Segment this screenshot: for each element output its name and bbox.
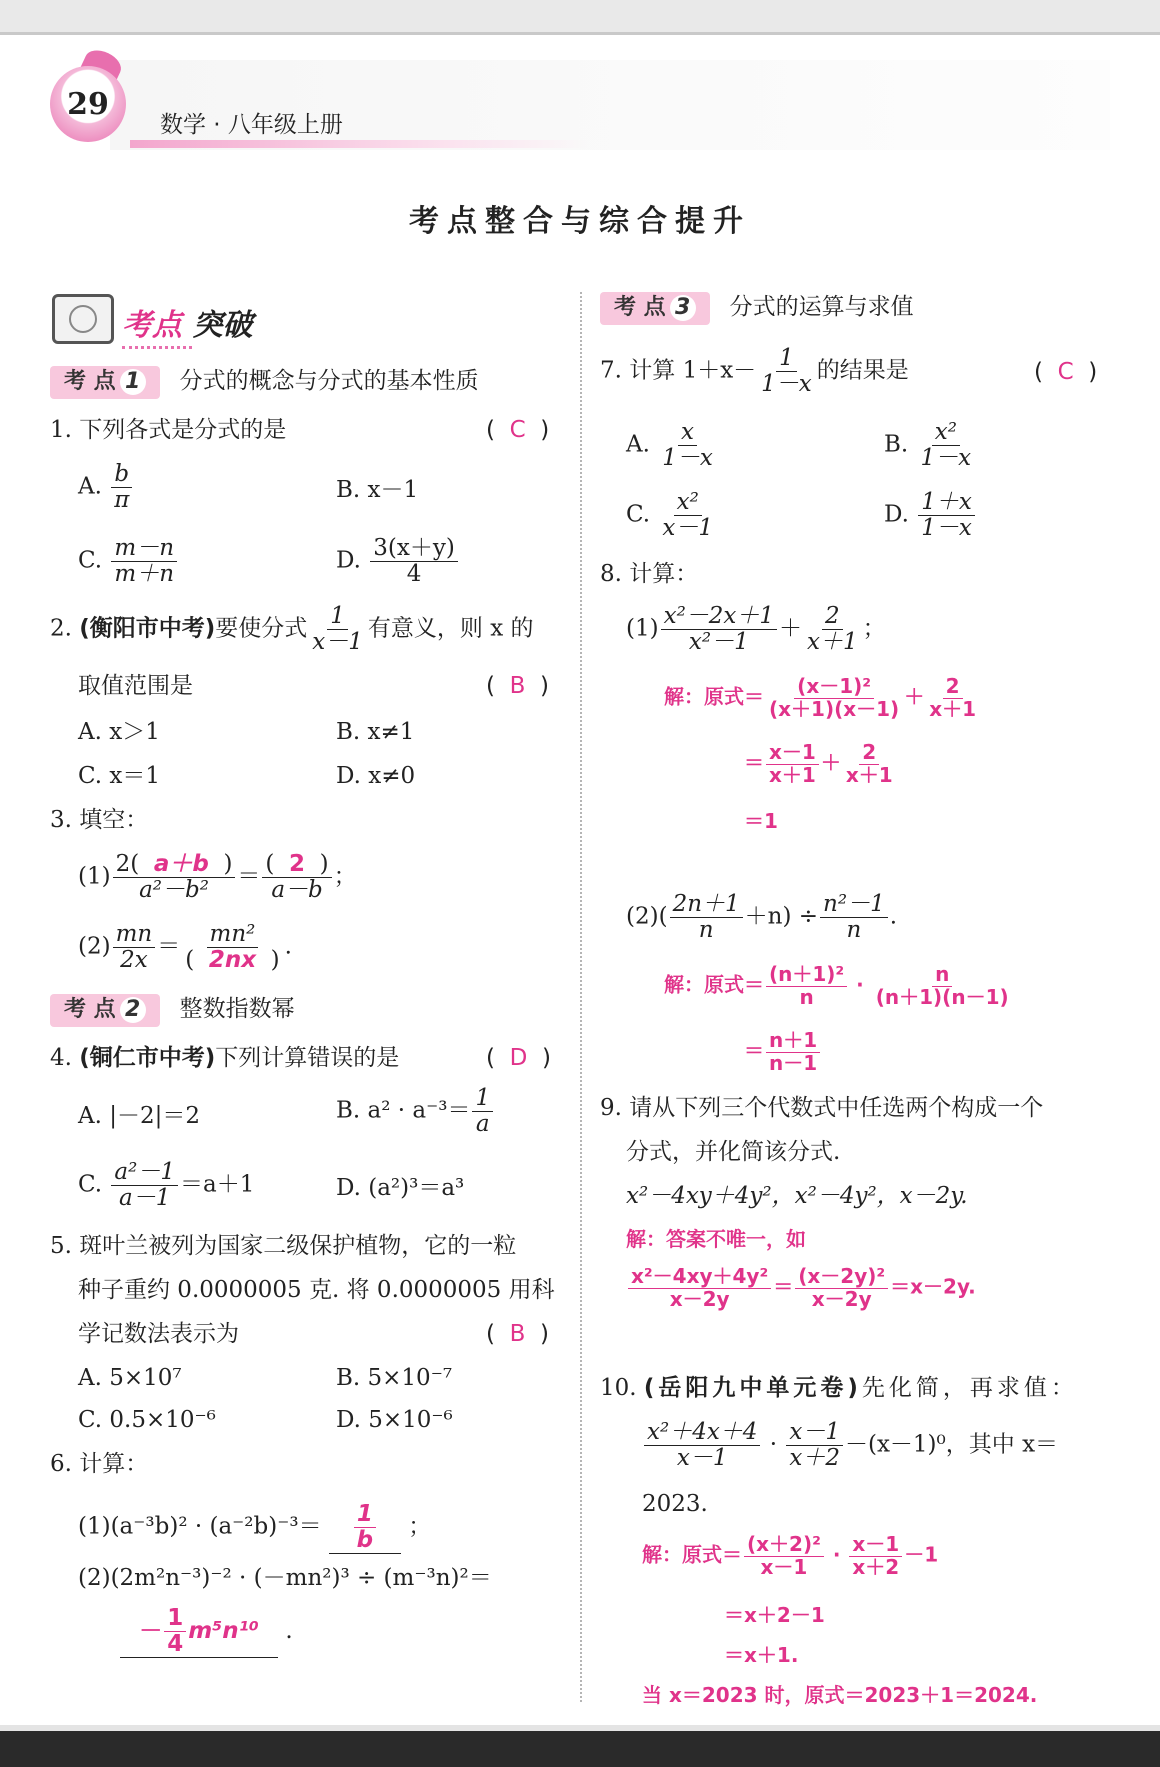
viewer-bottom-bar xyxy=(0,1725,1160,1767)
q1-option-c: C. $\frac{m-n}{m+n}$ xyxy=(78,536,179,587)
kaodian-3 xyxy=(600,292,914,325)
q9-solution: $\frac{\text{x²－4xy＋4y²}}{x-2y}$ ＝ $\frac{\text{(x－2y)²}}{x-2y}$ ＝x－2y. xyxy=(626,1266,976,1310)
q2-option-a: A. x＞1 xyxy=(78,719,160,745)
q7-stem: 7. 计算 1＋x－ $\frac{1}{1-x}$ 的结果是 xyxy=(600,345,909,397)
book-title: 数学 · 八年级上册 xyxy=(160,112,343,138)
q1-option-d: D. $\frac{3(x+y)}{4}$ xyxy=(336,536,460,587)
q7-option-c: C. $\frac{\text{x²}}{x-1}$ xyxy=(626,489,714,541)
q9-line1: 9. 请从下列三个代数式中任选两个构成一个 xyxy=(600,1095,1044,1121)
q6-part1: (1)(a⁻³b)² · (a⁻²b)⁻³＝ $\frac{1}{b}$ ； xyxy=(78,1501,432,1553)
kaodian-title-2: 整数指数幂 xyxy=(179,996,295,1022)
q5-line3: 学记数法表示为 xyxy=(78,1321,239,1347)
q2-option-c: C. x＝1 xyxy=(78,763,161,789)
q4-option-a: A. |－2|＝2 xyxy=(78,1103,200,1129)
q4-stem: 4. (铜仁市中考)下列计算错误的是 xyxy=(50,1045,400,1071)
kaodian-tag-2: 考 点 2 xyxy=(50,994,160,1027)
q6-part2-answer: － $\frac{1}{4}$ m⁵n¹⁰ . xyxy=(120,1606,293,1658)
q8-solution1-line3: ＝1 xyxy=(744,809,778,833)
q10-solution-line2: ＝x＋2－1 xyxy=(724,1603,825,1627)
q2-answer: ( B ) xyxy=(486,673,549,699)
q6-stem: 6. 计算： xyxy=(50,1451,149,1477)
kaodian-1 xyxy=(50,366,479,399)
q7-option-b: B. $\frac{\text{x²}}{1-x}$ xyxy=(884,419,972,471)
q2-stem: 2. (衡阳市中考)要使分式 $\frac{1}{x-1}$ 有意义，则 x 的 xyxy=(50,603,534,655)
q1-option-a: A. $\frac{b}{\pi}$ xyxy=(78,462,134,513)
page-number: 29 xyxy=(50,66,126,142)
q6-part2: (2)(2m²n⁻³)⁻² · (－mn²)³ ÷ (m⁻³n)²＝ xyxy=(78,1565,492,1591)
q1-answer: ( C ) xyxy=(486,417,550,443)
logo-text-a: 考点 xyxy=(122,308,182,343)
kaodian-2 xyxy=(50,994,295,1027)
q5-option-b: B. 5×10⁻⁷ xyxy=(336,1365,453,1391)
q10-expression: $\frac{\text{x²＋4x＋4}}{x-1}$ · $\frac{x-1}{x+2}$ －(x－1)⁰，其中 x＝ xyxy=(642,1420,1058,1471)
q4-option-c: C. $\frac{\text{a²－1}}{a-1}$ ＝a＋1 xyxy=(78,1159,255,1211)
q2-stem-2: 取值范围是 xyxy=(78,673,193,699)
q4-option-b: B. a² · a⁻³＝ $\frac{1}{a}$ xyxy=(336,1086,495,1137)
q8-stem: 8. 计算： xyxy=(600,561,699,587)
section-logo xyxy=(122,300,252,344)
kaodian-tag-1: 考 点 1 xyxy=(50,366,160,399)
q4-option-d: D. (a²)³＝a³ xyxy=(336,1175,465,1201)
q3-part2: (2) $\frac{mn}{2x}$ ＝ $\frac{\text{mn²}}{( 2nx )}$ . xyxy=(78,921,292,973)
column-divider xyxy=(580,292,582,1702)
logo-dotline xyxy=(122,346,192,349)
kaodian-title-3: 分式的运算与求值 xyxy=(729,294,914,320)
q2-option-d: D. x≠0 xyxy=(336,763,416,789)
q7-option-a: A. $\frac{x}{1-x}$ xyxy=(626,419,713,471)
blackboard-icon xyxy=(52,294,114,344)
q10-stem: 10. (岳阳九中单元卷)先化简，再求值： xyxy=(600,1375,1078,1401)
kaodian-title-1: 分式的概念与分式的基本性质 xyxy=(179,368,479,394)
q8-part1: (1) $\frac{\text{x²－2x＋1}}{\text{x²－1}}$ ＋ $\frac{2}{x+1}$ ； xyxy=(626,603,886,655)
q5-line1: 5. 斑叶兰被列为国家二级保护植物，它的一粒 xyxy=(50,1233,517,1259)
q9-solution-label: 解：答案不唯一，如 xyxy=(626,1227,806,1251)
q8-solution2-line2: ＝ $\frac{n+1}{n-1}$ xyxy=(744,1030,822,1074)
q8-solution1-line2: ＝ $\frac{x-1}{x+1}$ ＋ $\frac{2}{x+1}$ xyxy=(744,740,893,787)
q7-option-d: D. $\frac{1+x}{1-x}$ xyxy=(884,490,977,541)
q1-option-b: B. x－1 xyxy=(336,477,419,503)
q9-line3: x²－4xy＋4y²，x²－4y²，x－2y. xyxy=(626,1183,968,1209)
viewer-top-bar xyxy=(0,0,1160,35)
q5-option-a: A. 5×10⁷ xyxy=(78,1365,182,1391)
q5-line2: 种子重约 0.0000005 克. 将 0.0000005 用科 xyxy=(78,1277,555,1303)
q3-part1: (1) $\frac{2( a+b )}{\text{a²－b²}}$ ＝ $\frac{( 2 )}{a-b}$ ； xyxy=(78,851,357,903)
logo-text-b: 突破 xyxy=(192,308,253,343)
q9-line2: 分式，并化简该分式. xyxy=(626,1139,841,1165)
q10-solution-line1: 解：原式＝ $\frac{\text{(x＋2)²}}{x-1}$ · $\frac{x-1}{x+2}$ －1 xyxy=(642,1532,939,1579)
q3-stem: 3. 填空： xyxy=(50,807,149,833)
q10-solution-line3: ＝x＋1. xyxy=(724,1643,799,1667)
q8-part2: (2)( $\frac{2n+1}{n}$ ＋n) ÷ $\frac{\text{n²－1}}{n}$ . xyxy=(626,891,898,943)
header-underline xyxy=(130,140,590,148)
q5-answer: ( B ) xyxy=(486,1321,549,1347)
q4-answer: ( D ) xyxy=(486,1045,551,1071)
q8-solution2-line1: 解：原式＝ $\frac{\text{(n＋1)²}}{n}$ · $\frac{n}{(n+1)(n-1)}$ xyxy=(664,962,1009,1009)
q2-option-b: B. x≠1 xyxy=(336,719,415,745)
q8-solution1-line1: 解：原式＝ $\frac{\text{(x－1)²}}{(x+1)(x-1)}$ ＋ $\frac{2}{x+1}$ xyxy=(664,674,977,721)
kaodian-tag-3: 考 点 3 xyxy=(600,292,710,325)
q10-solution-line4: 当 x＝2023 时，原式＝2023＋1＝2024. xyxy=(642,1683,1038,1707)
q5-option-d: D. 5×10⁻⁶ xyxy=(336,1407,453,1433)
q5-option-c: C. 0.5×10⁻⁶ xyxy=(78,1407,216,1433)
section-title: 考点整合与综合提升 xyxy=(409,204,751,239)
q10-line3: 2023. xyxy=(642,1491,708,1517)
q7-answer: ( C ) xyxy=(1034,359,1098,385)
q1-stem: 1. 下列各式是分式的是 xyxy=(50,417,287,443)
